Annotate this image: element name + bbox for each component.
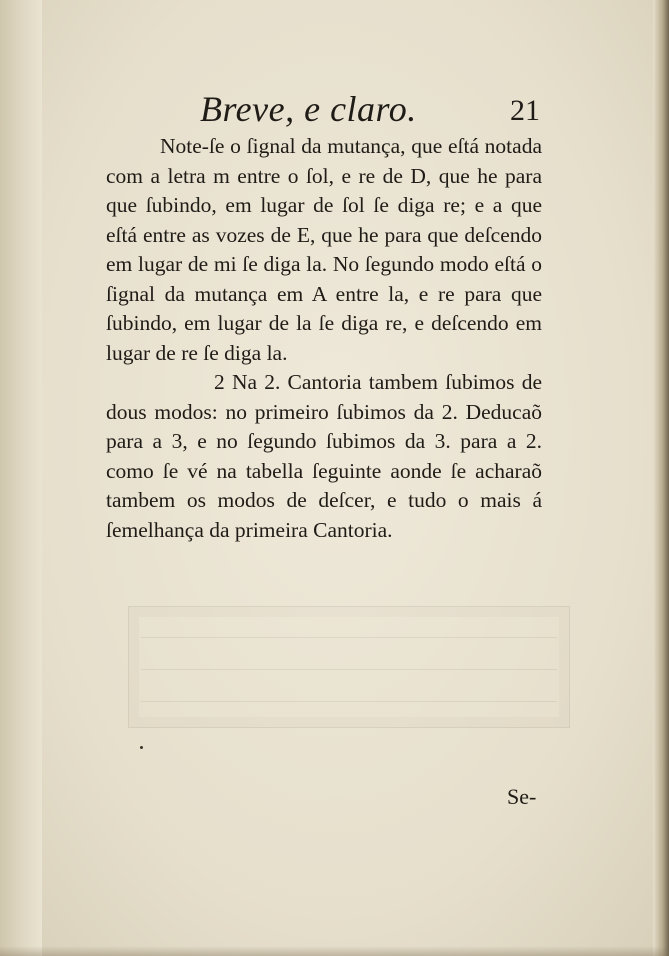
- page-number: 21: [510, 94, 540, 127]
- show-through-line: [141, 669, 557, 670]
- catchword: Se-: [507, 784, 537, 809]
- paragraph-1: [106, 132, 542, 368]
- page-bottom-shadow: [0, 946, 669, 956]
- paragraph-text: Note-ſe o ſignal da mutança, que eſtá notada com a letra m entre o ſol, e re de D, que he para que ſubindo, em lugar de ſol ſe diga re; e a que eſtá entre as vozes de E, que he para que deſcendo em lugar de mi ſe diga la. No ſegundo modo eſtá o ſignal da mutança em A entre la, e re para que ſubindo, em lugar de la ſe diga re, e deſcendo em lugar de re ſe diga la.: [106, 134, 542, 365]
- running-title: Breve, e claro.: [200, 89, 417, 129]
- paragraph-2: [106, 368, 542, 545]
- page-gutter: [0, 0, 42, 956]
- page-edge-shadow: [653, 0, 669, 956]
- page-header: [106, 88, 542, 132]
- show-through-line: [141, 701, 557, 702]
- show-through-table: [128, 606, 570, 728]
- ink-speck: [140, 746, 143, 749]
- page-text-block: [106, 88, 542, 545]
- paragraph-number: 2: [214, 370, 225, 394]
- show-through-line: [141, 637, 557, 638]
- paragraph-text: Na 2. Cantoria tambem ſubimos de dous modos: no primeiro ſubimos da 2. Deducaõ para a 3, e no ſegundo ſubimos da 3. para a 2. como ſe vé na tabella ſeguinte aonde ſe acharaõ tambem os modos de deſcer, e tudo o mais á ſemelhança da primeira Cantoria.: [106, 370, 543, 542]
